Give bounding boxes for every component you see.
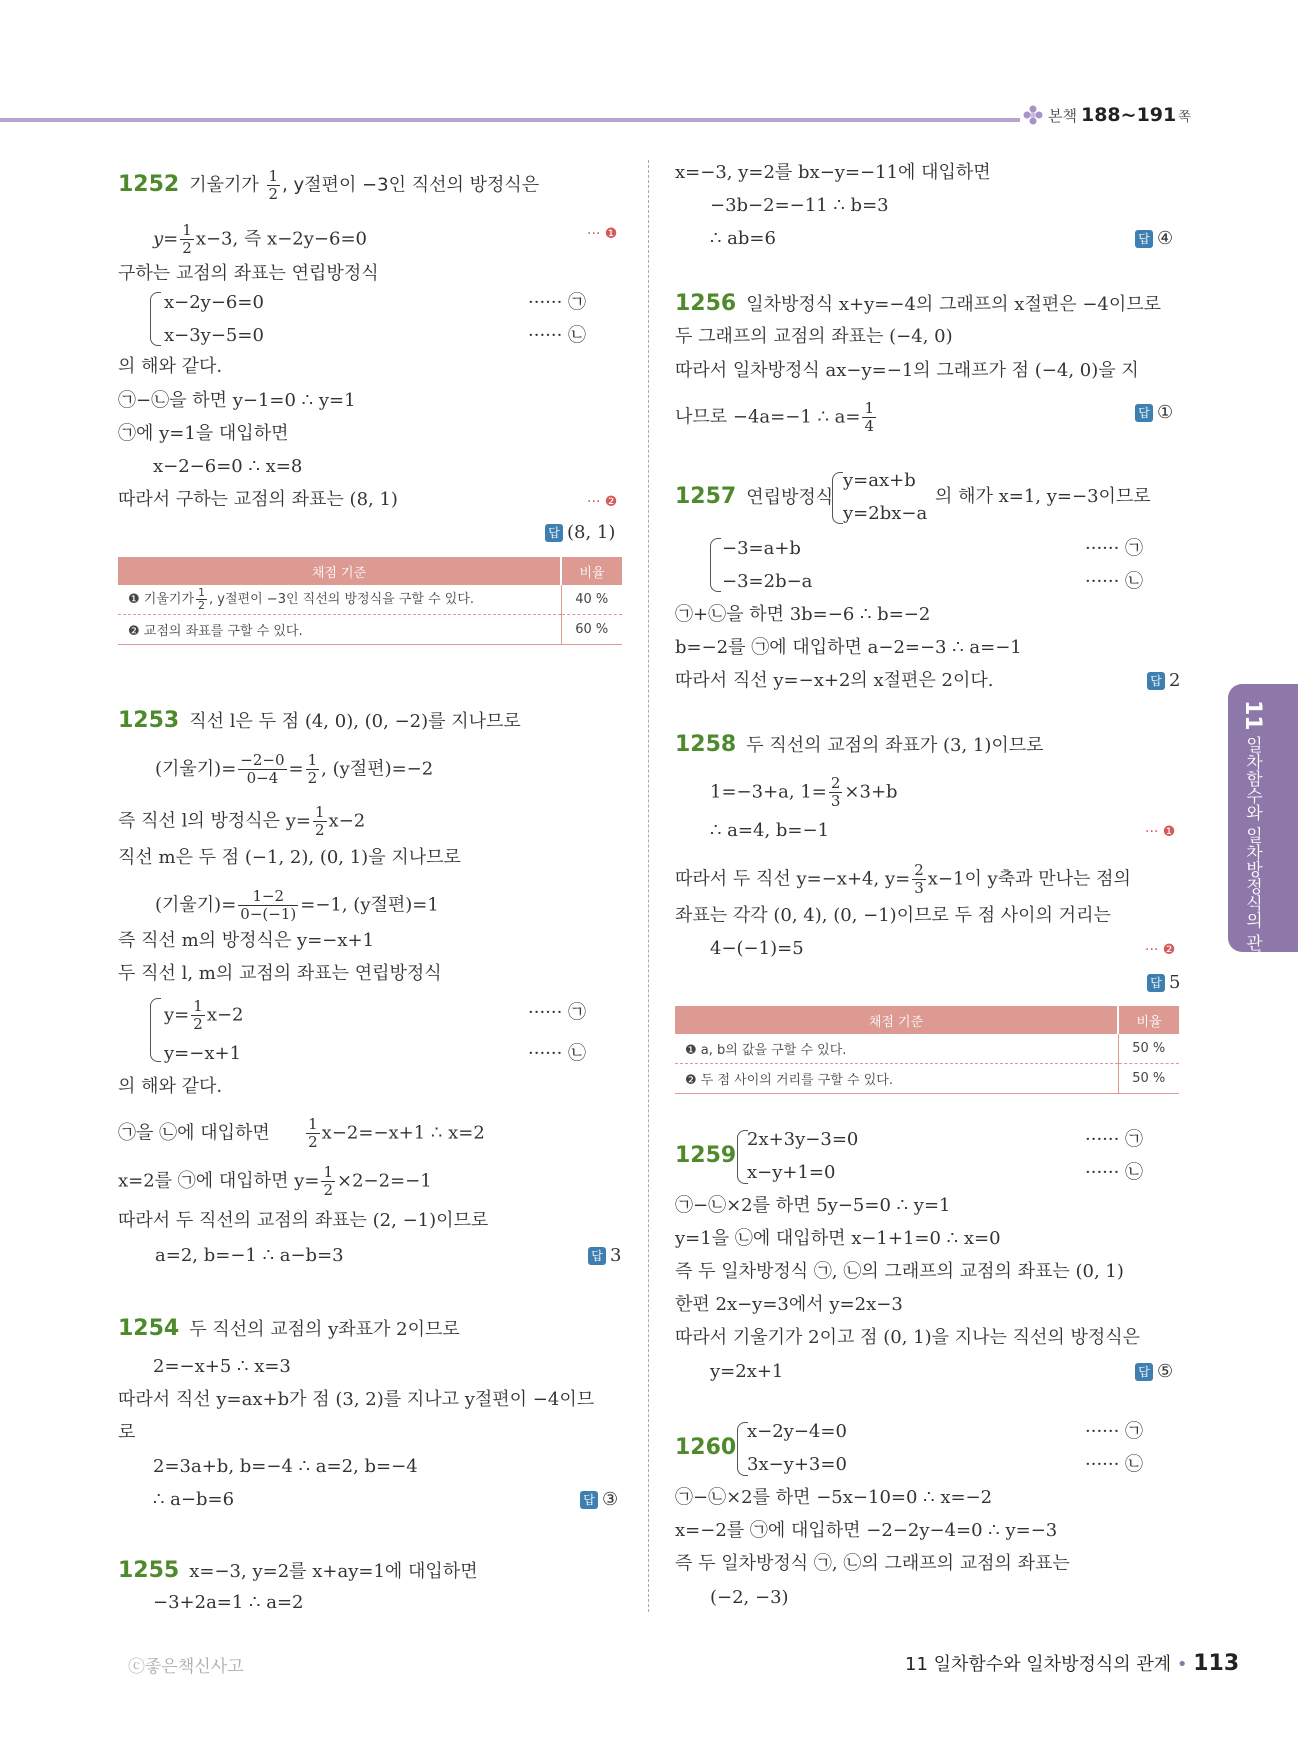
p1258-line2: 1=−3+a, 1= $\frac{2}{3}$ ×3+b: [710, 774, 898, 810]
p1258-line4: 따라서 두 직선 y=−x+4, y= $\frac{2}{3}$ x−1이 y축과 만나는 점의: [675, 861, 1131, 897]
p1253-eq1: y= $\frac{1}{2}$ x−2: [164, 997, 244, 1033]
scoring-table: 채점 기준 비율 ❶ a, b의 값을 구할 수 있다. 50 % ❷ 두 점 사이의 거리를 구할 수 있다. 50 %: [675, 1006, 1179, 1094]
p1253-line1: 1253 직선 l은 두 점 (4, 0), (0, −2)를 지나므로: [118, 708, 521, 733]
ref-prefix: 본책: [1048, 107, 1077, 125]
step-marker: ··· ❷: [587, 494, 618, 510]
p1257-line1: 1257 연립방정식: [675, 484, 834, 509]
answer-badge: 답: [1135, 230, 1153, 248]
p1259-line2: y=1을 ㉡에 대입하면 x−1+1=0 ∴ x=0: [675, 1228, 1001, 1249]
p1253-line3: 즉 직선 l의 방정식은 y= $\frac{1}{2}$ x−2: [118, 803, 366, 839]
p1254-line3: 따라서 직선 y=ax+b가 점 (3, 2)를 지나고 y절편이 −4이므: [118, 1389, 595, 1410]
system-brace: [710, 538, 721, 592]
p1260-eq1: x−2y−4=0: [747, 1421, 847, 1442]
p1257-line1b: 의 해가 x=1, y=−3이므로: [935, 486, 1151, 507]
problem-number: 1255: [118, 1558, 180, 1583]
p1260-line4: (−2, −3): [710, 1587, 789, 1608]
answer-badge: 답: [1147, 974, 1165, 992]
answer: 답 (8, 1): [545, 522, 615, 544]
p1252-eq2: x−3y−5=0: [164, 325, 264, 346]
p1258-line1: 1258 두 직선의 교점의 좌표가 (3, 1)이므로: [675, 732, 1044, 757]
p1259-eq1: 2x+3y−3=0: [747, 1129, 859, 1150]
flower-icon: [1022, 104, 1044, 126]
p1253-line11: 따라서 두 직선의 교점의 좌표는 (2, −1)이므로: [118, 1210, 489, 1231]
eq-label: ······ ㉡: [1085, 1454, 1144, 1475]
fraction: $\frac{1}{2}$: [268, 167, 279, 203]
page-footer: 11 일차함수와 일차방정식의 관계 • 113: [905, 1651, 1240, 1676]
step-marker: ··· ❶: [587, 226, 618, 242]
p1259-line6: y=2x+1: [710, 1361, 784, 1382]
scoring-table: 채점 기준 비율 ❶ 기울기가 $\frac{1}{2}$ , y절편이 −3인 직선의 방정식을 구할 수 있다. 40 % ❷ 교점의 좌표를 구할 수 있다. 60 %: [118, 557, 622, 645]
problem-number: 1260: [675, 1435, 737, 1460]
p1259-eq2: x−y+1=0: [747, 1162, 836, 1183]
problem-number: 1256: [675, 291, 737, 316]
p1259-line1: ㉠−㉡×2를 하면 5y−5=0 ∴ y=1: [675, 1195, 951, 1216]
p1252-line3: 구하는 교점의 좌표는 연립방정식: [118, 263, 379, 284]
p1254-line6: ∴ a−b=6: [153, 1489, 235, 1510]
p1254-line2: 2=−x+5 ∴ x=3: [153, 1356, 291, 1377]
p1253-line5: (기울기)= $\frac{1-2}{0-(-1)}$ =−1, (y절편)=1: [155, 887, 439, 923]
eq-label: ······ ㉡: [528, 1043, 587, 1064]
p1255-line2: −3+2a=1 ∴ a=2: [153, 1592, 304, 1613]
problem-number: 1257: [675, 484, 737, 509]
p1253-eq2: y=−x+1: [164, 1043, 242, 1064]
p1253-line8: 의 해와 같다.: [118, 1076, 223, 1097]
answer: 답 2: [1147, 670, 1180, 692]
problem-number: 1252: [118, 171, 180, 197]
p1255-line3: x=−3, y=2를 bx−y=−11에 대입하면: [675, 162, 991, 183]
p1256-line2: 두 그래프의 교점의 좌표는 (−4, 0): [675, 326, 953, 347]
p1257-eq1: −3=a+b: [722, 538, 801, 559]
p1256-line3: 따라서 일차방정식 ax−y=−1의 그래프가 점 (−4, 0)을 지: [675, 360, 1139, 381]
answer: 답 3: [588, 1245, 621, 1267]
p1252-line6: ㉠에 y=1을 대입하면: [118, 423, 289, 444]
publisher-credit: ⓒ좋은책신사고: [128, 1657, 244, 1677]
p1257-line3: b=−2를 ㉠에 대입하면 a−2=−3 ∴ a=−1: [675, 637, 1022, 658]
system-brace: [832, 472, 843, 524]
answer: 답 ③: [580, 1489, 618, 1511]
problem-number: 1258: [675, 732, 737, 757]
p1259-number: [675, 1145, 746, 1168]
answer-badge: 답: [588, 1247, 606, 1265]
p1257-line4: 따라서 직선 y=−x+2의 x절편은 2이다.: [675, 670, 994, 691]
system-brace: [150, 998, 161, 1062]
system-brace: [150, 292, 161, 346]
answer: 답 ①: [1135, 402, 1173, 424]
p1253-line4: 직선 m은 두 점 (−1, 2), (0, 1)을 지나므로: [118, 847, 461, 868]
p1260-eq2: 3x−y+3=0: [747, 1454, 847, 1475]
page-reference: [1022, 104, 1191, 126]
p1253-line6: 즉 직선 m의 방정식은 y=−x+1: [118, 930, 375, 951]
page-number: 113: [1193, 1651, 1240, 1676]
p1252-line5: ㉠−㉡을 하면 y−1=0 ∴ y=1: [118, 390, 356, 411]
p1254-line5: 2=3a+b, b=−4 ∴ a=2, b=−4: [153, 1456, 418, 1477]
eq-label: ······ ㉡: [1085, 1162, 1144, 1183]
answer: 답 ④: [1135, 228, 1173, 250]
p1252-line2: y= $\frac{1}{2}$ x−3, 즉 x−2y−6=0: [153, 221, 367, 257]
p1260-line2: x=−2를 ㉠에 대입하면 −2−2y−4=0 ∴ y=−3: [675, 1520, 1058, 1541]
eq-label: ······ ㉠: [1085, 1421, 1144, 1442]
p1254-line1: 1254 두 직선의 교점의 y좌표가 2이므로: [118, 1316, 460, 1341]
step-marker: ··· ❷: [1145, 942, 1176, 958]
p1252-line8: 따라서 구하는 교점의 좌표는 (8, 1): [118, 489, 398, 510]
p1257-eq2: −3=2b−a: [722, 571, 813, 592]
p1254-line4: 로: [118, 1422, 136, 1443]
problem-number: 1254: [118, 1316, 180, 1341]
p1255-line5: ∴ ab=6: [710, 228, 776, 249]
header-rule: [0, 118, 1020, 122]
problem-number: 1259: [675, 1143, 737, 1168]
answer-badge: 답: [1135, 1363, 1153, 1381]
p1259-line5: 따라서 기울기가 2이고 점 (0, 1)을 지나는 직선의 방정식은: [675, 1327, 1141, 1348]
problem-number: 1253: [118, 708, 180, 733]
p1257-line2: ㉠+㉡을 하면 3b=−6 ∴ b=−2: [675, 604, 931, 625]
p1259-line3: 즉 두 일차방정식 ㉠, ㉡의 그래프의 교점의 좌표는 (0, 1): [675, 1261, 1124, 1282]
eq-label: ······ ㉠: [1085, 1129, 1144, 1150]
p1259-line4: 한편 2x−y=3에서 y=2x−3: [675, 1294, 903, 1315]
p1256-line1: 1256 일차방정식 x+y=−4의 그래프의 x절편은 −4이므로: [675, 291, 1162, 316]
ref-pages: 188~191: [1080, 104, 1177, 126]
chapter-title: 11 일차함수와 일차방정식의 관계: [905, 1654, 1172, 1675]
p1257-sys1: y=ax+b: [843, 470, 916, 491]
p1253-line9: ㉠을 ㉡에 대입하면 $\frac{1}{2}$ x−2=−x+1 ∴ x=2: [118, 1115, 485, 1151]
p1255-line4: −3b−2=−11 ∴ b=3: [710, 195, 889, 216]
answer-badge: 답: [580, 1491, 598, 1509]
answer: 답 ⑤: [1135, 1361, 1173, 1383]
p1258-line6: 4−(−1)=5: [710, 938, 804, 959]
p1255-line1: 1255 x=−3, y=2를 x+ay=1에 대입하면: [118, 1558, 478, 1583]
p1260-line1: ㉠−㉡×2를 하면 −5x−10=0 ∴ x=−2: [675, 1487, 993, 1508]
p1260-number: [675, 1437, 746, 1460]
chapter-side-tab-text: 11 일차함수와 일차방정식의 관계: [1240, 700, 1265, 968]
ref-suffix: 쪽: [1178, 110, 1191, 125]
p1253-line7: 두 직선 l, m의 교점의 좌표는 연립방정식: [118, 963, 442, 984]
p1252-line1: 1252 기울기가 $\frac{1}{2}$ , y절편이 −3인 직선의 방정식은: [118, 167, 540, 203]
p1256-line4: 나므로 −4a=−1 ∴ a= $\frac{1}{4}$: [675, 399, 875, 435]
eq-label: ······ ㉠: [528, 292, 587, 313]
step-marker: ··· ❶: [1145, 824, 1176, 840]
p1252-line7: x−2−6=0 ∴ x=8: [153, 456, 303, 477]
answer: 답 5: [1147, 972, 1180, 994]
answer-badge: 답: [1147, 672, 1165, 690]
eq-label: ······ ㉠: [1085, 538, 1144, 559]
column-divider: [648, 160, 649, 1612]
p1253-line2: (기울기)= $\frac{-2-0}{0-4}$ = $\frac{1}{2}$ , (y절편)=−2: [155, 751, 434, 787]
answer-badge: 답: [1135, 404, 1153, 422]
p1258-line3: ∴ a=4, b=−1: [710, 820, 830, 841]
p1260-line3: 즉 두 일차방정식 ㉠, ㉡의 그래프의 교점의 좌표는: [675, 1553, 1070, 1574]
answer-badge: 답: [545, 524, 563, 542]
eq-label: ······ ㉡: [528, 325, 587, 346]
eq-label: ······ ㉡: [1085, 571, 1144, 592]
p1252-eq1: x−2y−6=0: [164, 292, 264, 313]
p1252-line4: 의 해와 같다.: [118, 356, 223, 377]
p1258-line5: 좌표는 각각 (0, 4), (0, −1)이므로 두 점 사이의 거리는: [675, 905, 1111, 926]
p1253-line10: x=2를 ㉠에 대입하면 y= $\frac{1}{2}$ ×2−2=−1: [118, 1163, 432, 1199]
p1257-sys2: y=2bx−a: [843, 503, 928, 524]
eq-label: ······ ㉠: [528, 1002, 587, 1023]
p1253-line12: a=2, b=−1 ∴ a−b=3: [155, 1245, 344, 1266]
